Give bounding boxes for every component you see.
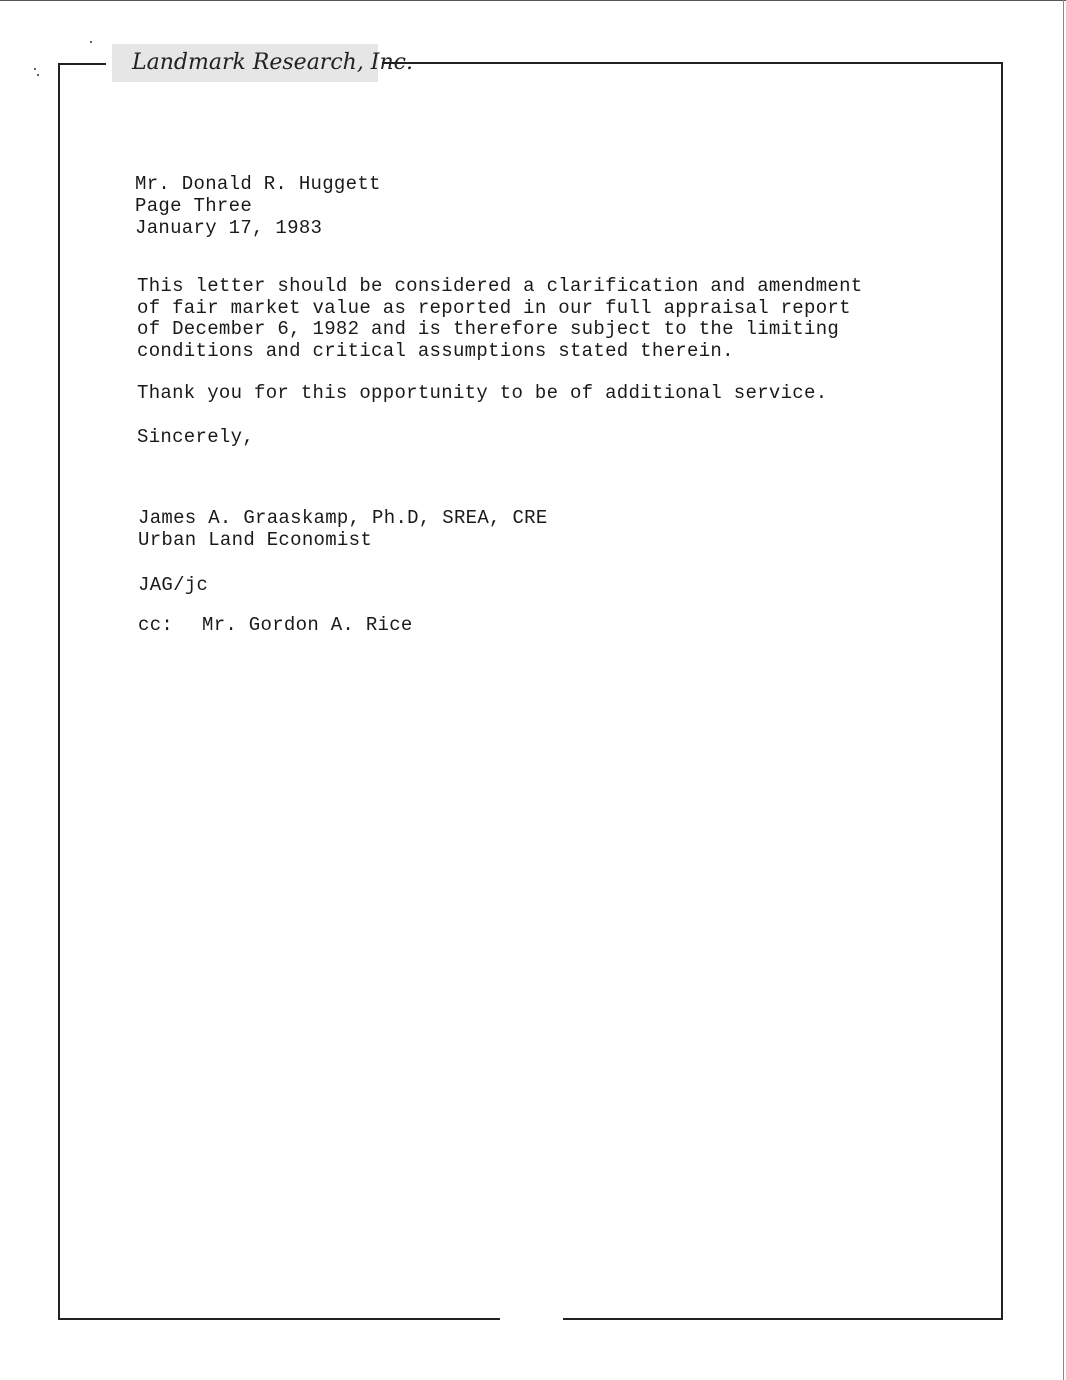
frame-border-top <box>382 62 1003 64</box>
paragraph-line: This letter should be considered a clarification and amendment <box>137 275 863 297</box>
frame-border-left <box>58 63 60 1319</box>
letter-header <box>135 173 381 239</box>
recipient-name: Mr. Donald R. Huggett <box>135 173 381 195</box>
frame-border-bottom <box>58 1318 500 1320</box>
company-name: Landmark Research, Inc. <box>132 50 413 75</box>
page-edge <box>1063 0 1064 1380</box>
reference-initials: JAG/jc <box>138 574 209 596</box>
page-number: Page Three <box>135 195 253 217</box>
paragraph-line: of December 6, 1982 and is therefore subject to the limiting <box>137 318 840 340</box>
paragraph-line: of fair market value as reported in our full appraisal report <box>137 296 851 319</box>
letterhead-logo <box>112 44 413 82</box>
frame-border-right <box>1001 62 1003 1319</box>
frame-border-bottom <box>563 1318 1003 1320</box>
body-paragraph <box>137 276 863 362</box>
scan-speck <box>37 74 39 76</box>
cc-line <box>138 614 413 636</box>
signature-block <box>138 507 548 551</box>
letter-date: January 17, 1983 <box>135 217 323 239</box>
signer-name: James A. Graaskamp, Ph.D, SREA, CRE <box>138 507 548 529</box>
closing: Sincerely, <box>137 426 255 448</box>
page-edge <box>0 0 1066 1</box>
thanks-line: Thank you for this opportunity to be of additional service. <box>137 382 828 404</box>
paragraph-line: conditions and critical assumptions stated therein. <box>137 339 734 362</box>
scan-speck <box>34 68 36 70</box>
signer-title: Urban Land Economist <box>138 529 373 551</box>
cc-name: Mr. Gordon A. Rice <box>202 614 413 636</box>
frame-border-top <box>58 63 106 65</box>
scan-speck <box>90 41 92 43</box>
cc-label: cc: <box>138 614 174 636</box>
